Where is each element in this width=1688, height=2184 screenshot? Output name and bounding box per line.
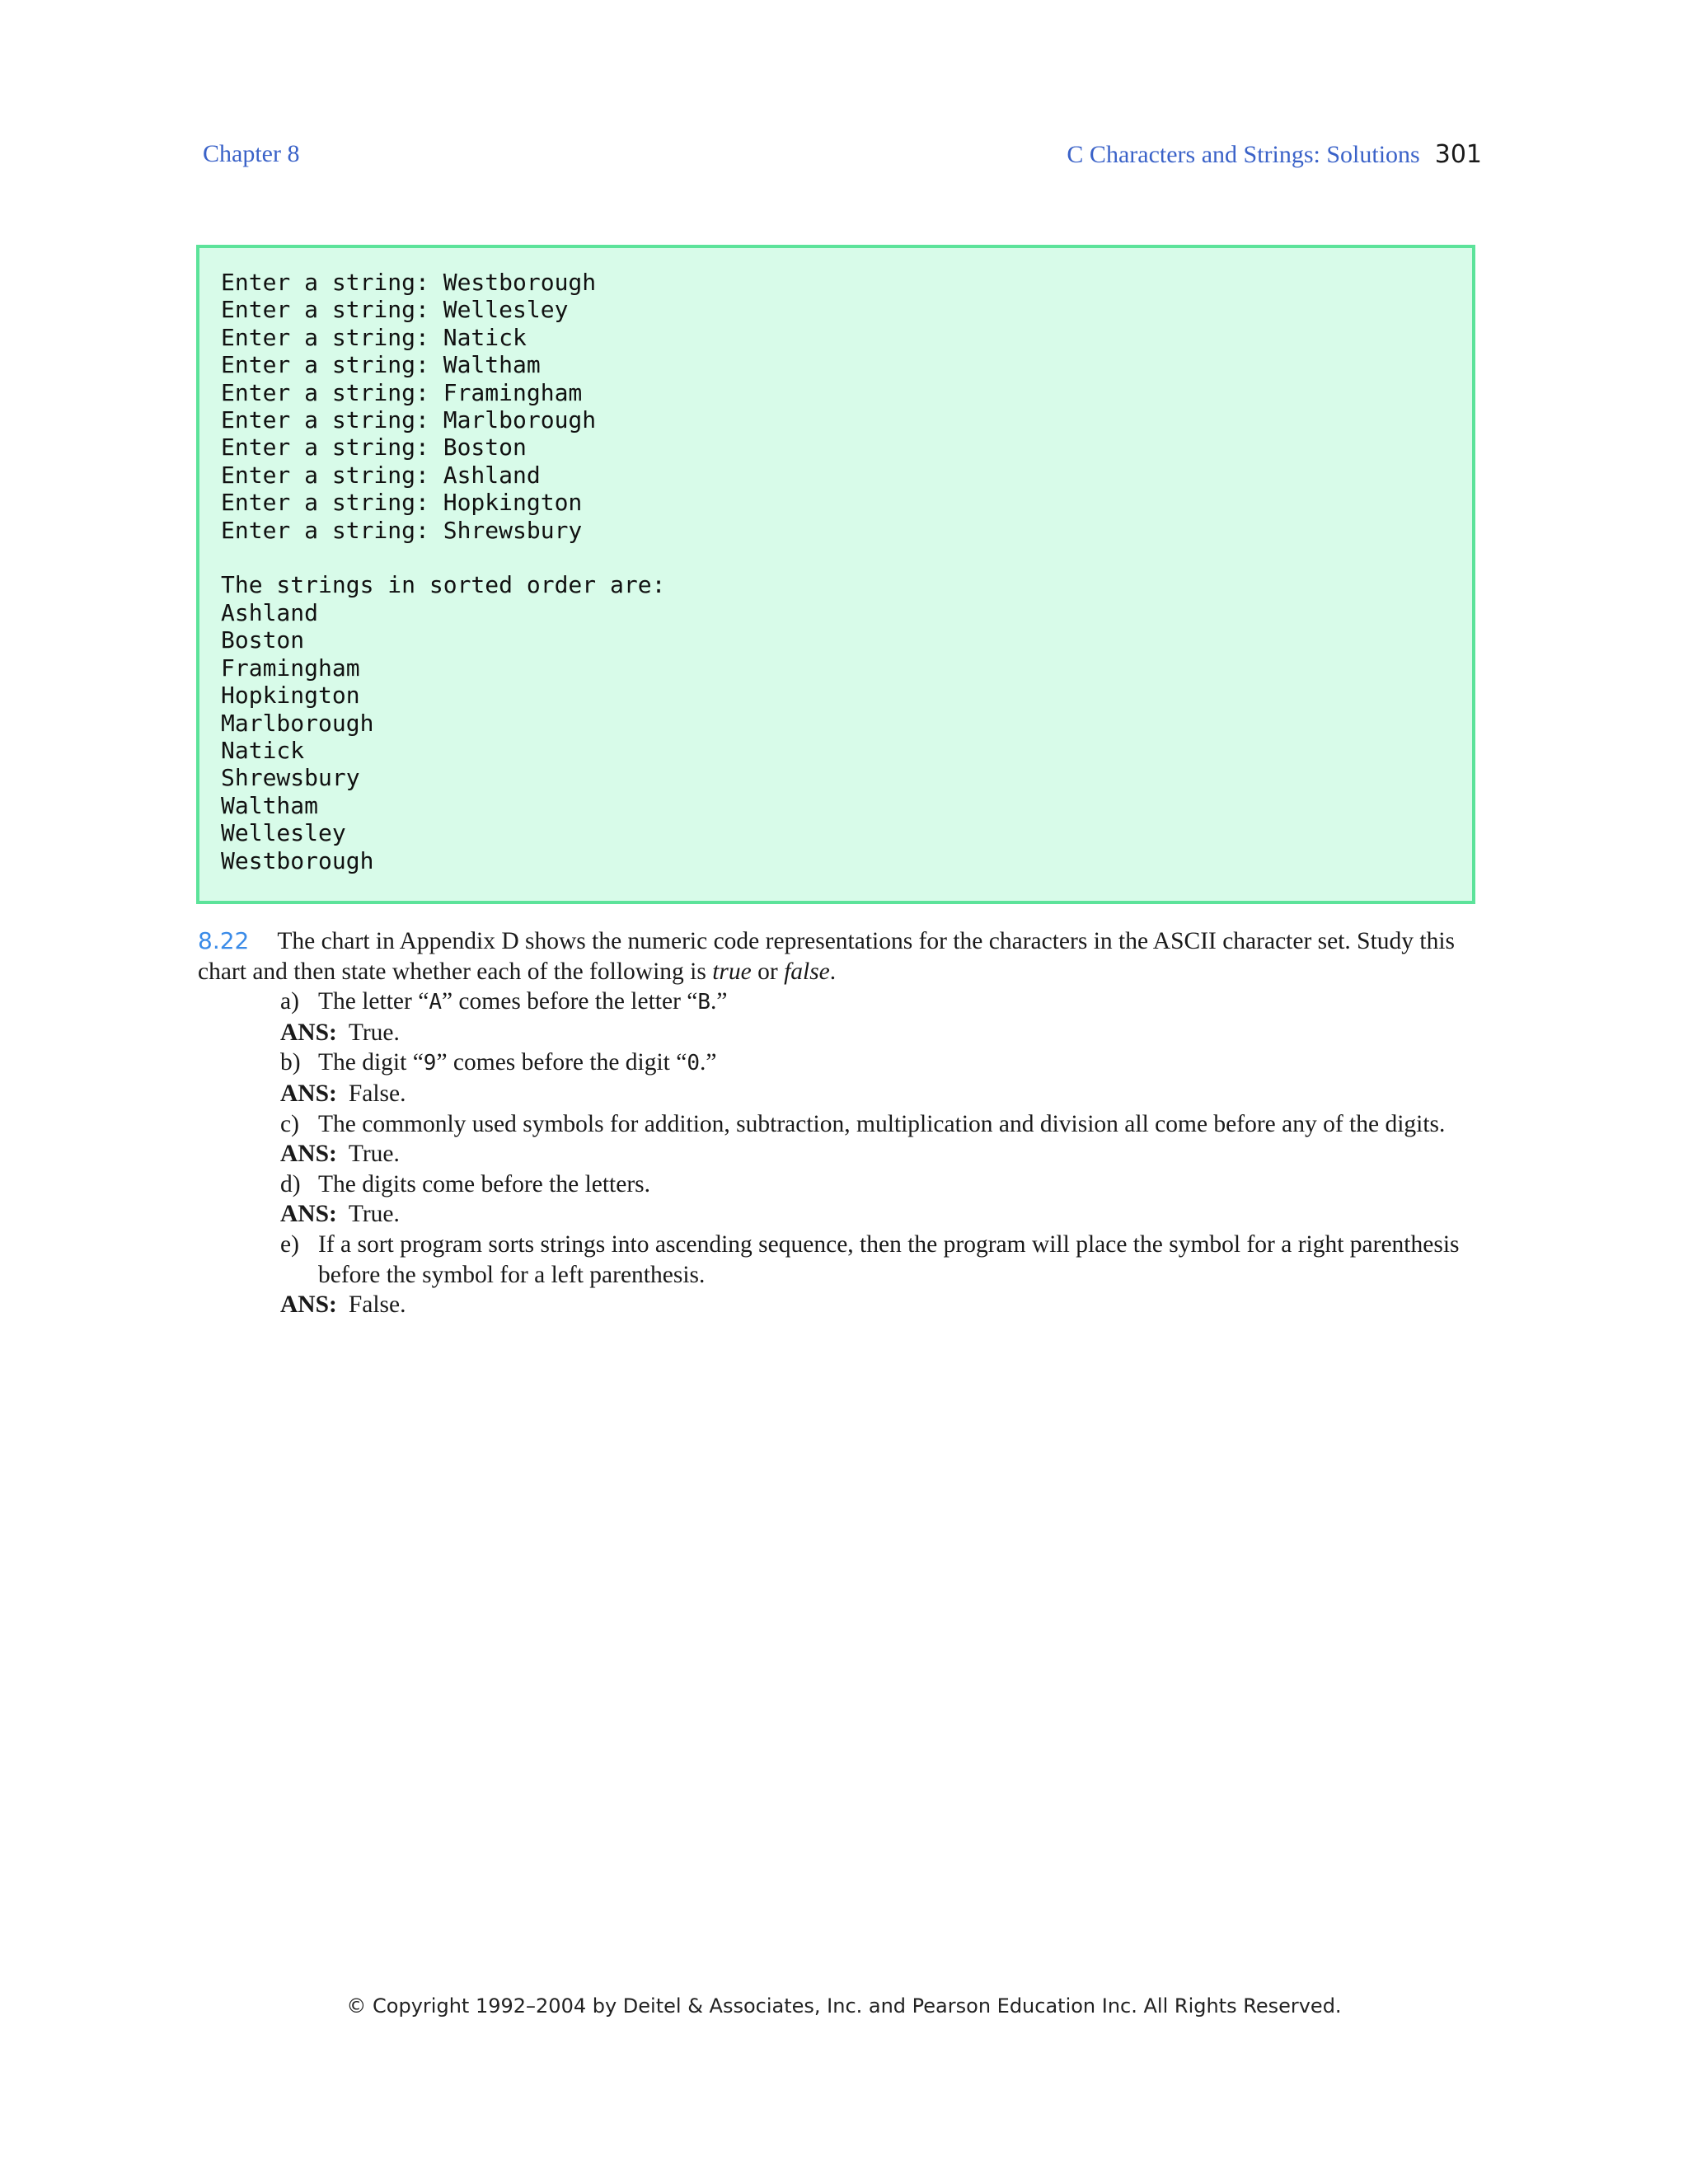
input-line: Enter a string: Framingham [221,378,583,406]
intro-text: The chart in Appendix D shows the numeric code representations for the characters in the ASCII character set. Study this chart and then state whether each of the following is [198,928,1456,985]
input-line: Enter a string: Waltham [221,351,541,379]
ans-label: ANS: [280,1291,337,1319]
page-header [203,140,1482,173]
input-line: Enter a string: Boston [221,434,527,462]
chapter-label: Chapter 8 [203,140,300,167]
intro-false: false [784,958,830,985]
answer-d [280,1199,1482,1230]
page-number: 301 [1434,140,1482,169]
answer-value: True. [348,1141,400,1168]
answer-e [280,1290,1482,1320]
input-line: Enter a string: Shrewsbury [221,516,583,544]
item-d [280,1169,1482,1200]
item-text-part: ” comes before the digit “ [436,1049,687,1076]
header-right [1067,140,1482,169]
exercise-number: 8.22 [198,927,250,954]
chapter-title: C Characters and Strings: Solutions [1067,141,1420,168]
item-text-part: ” comes before the letter “ [441,988,698,1015]
item-a [280,987,1482,1018]
sorted-line: Boston [221,626,305,654]
code-char: 9 [423,1051,437,1076]
input-line: Enter a string: Hopkington [221,489,583,517]
answer-value: False. [348,1080,406,1107]
code-char: 0 [687,1051,700,1076]
program-output-box [196,245,1475,904]
answer-c [280,1139,1482,1169]
item-text-part: The digit “ [318,1049,424,1076]
item-text-part: .” [700,1049,717,1076]
exercise-8-22 [198,926,1482,1320]
input-line: Enter a string: Ashland [221,461,541,489]
answer-a [280,1018,1482,1048]
answer-b [280,1079,1482,1109]
sorted-line: Ashland [221,598,319,626]
input-line: Enter a string: Wellesley [221,296,569,324]
item-c [280,1109,1482,1140]
input-line: Enter a string: Westborough [221,269,597,296]
item-text: If a sort program sorts strings into ascending sequence, then the program will place the symbol for a right parenthesis before the symbol for a left parenthesis. [318,1230,1460,1288]
item-text [318,1047,1482,1079]
item-letter: c) [280,1110,299,1137]
sorted-line: Waltham [221,791,319,819]
code-char: A [429,990,442,1015]
ans-label: ANS: [280,1019,337,1046]
exercise-items [280,987,1482,1320]
copyright-footer: © Copyright 1992–2004 by Deitel & Associates, Inc. and Pearson Education Inc. All Rights Reserved. [346,1994,1342,2018]
item-b [280,1047,1482,1079]
item-text: The digits come before the letters. [318,1170,651,1197]
input-line: Enter a string: Marlborough [221,406,597,434]
sorted-line: Westborough [221,846,374,874]
item-text-part: .” [710,988,728,1015]
item-e [280,1230,1482,1290]
item-letter: b) [280,1049,301,1076]
item-letter: d) [280,1170,301,1197]
answer-value: False. [348,1291,406,1319]
sorted-line: Framingham [221,654,360,682]
item-text [318,987,1482,1018]
sorted-line: Hopkington [221,682,360,710]
answer-value: True. [348,1019,400,1046]
sorted-line: Wellesley [221,819,346,847]
sorted-line: Shrewsbury [221,764,360,792]
exercise-intro [198,926,1482,987]
code-char: B [697,990,711,1015]
item-text-part: The letter “ [318,988,429,1015]
ans-label: ANS: [280,1141,337,1168]
intro-end: . [829,958,837,985]
ans-label: ANS: [280,1201,337,1228]
intro-or: or [751,958,785,985]
item-letter: e) [280,1230,299,1258]
item-letter: a) [280,988,299,1015]
sorted-line: Marlborough [221,709,374,737]
sorted-heading: The strings in sorted order are: [221,571,666,599]
ans-label: ANS: [280,1080,337,1107]
answer-value: True. [348,1201,400,1228]
input-line: Enter a string: Natick [221,323,527,351]
item-text: The commonly used symbols for addition, subtraction, multiplication and division all come before any of the digits. [318,1110,1446,1137]
program-output [221,269,1472,874]
sorted-line: Natick [221,736,305,764]
intro-true: true [712,958,752,985]
